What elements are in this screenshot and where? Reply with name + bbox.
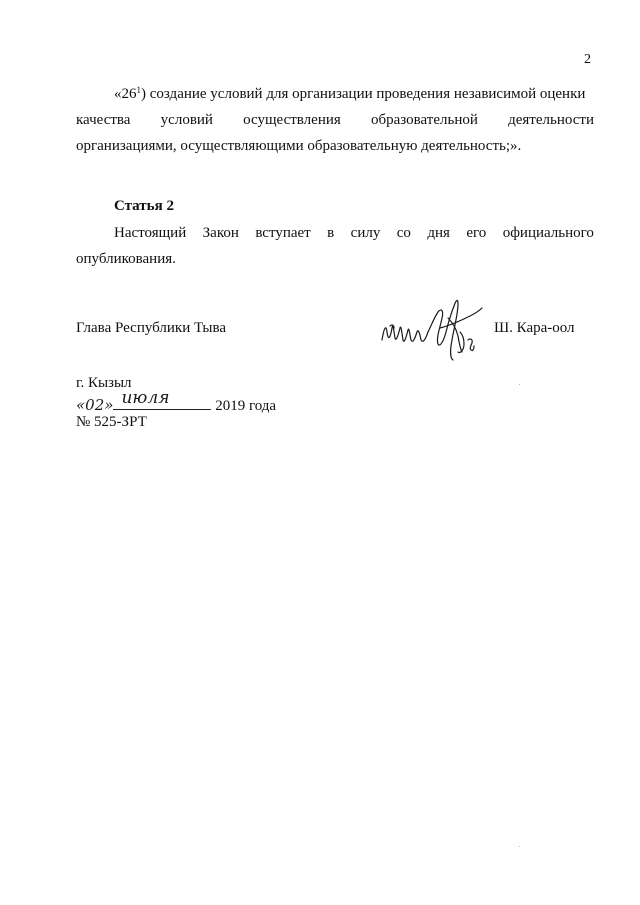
article-word: дня bbox=[427, 225, 450, 241]
article-word: силу bbox=[350, 225, 381, 241]
date-line bbox=[76, 388, 277, 415]
article-word: Настоящий bbox=[114, 225, 187, 241]
article-word: вступает bbox=[255, 225, 311, 241]
item-26-superscript: 1 bbox=[136, 85, 141, 95]
item-26-word: условий bbox=[160, 112, 213, 128]
article-heading: Статья 2 bbox=[114, 198, 174, 214]
item-26-line-1 bbox=[76, 86, 632, 103]
scan-speck bbox=[519, 846, 520, 847]
item-26-open: «26 bbox=[114, 86, 137, 102]
item-26-rest: ) создание условий для организации проведения независимой оценки bbox=[141, 86, 586, 102]
date-month: июля bbox=[121, 388, 170, 408]
article-word: официального bbox=[502, 225, 594, 241]
scan-speck bbox=[519, 384, 520, 385]
city: г. Кызыл bbox=[76, 375, 132, 391]
law-number: № 525-ЗРТ bbox=[76, 414, 147, 430]
handwritten-signature bbox=[378, 288, 490, 368]
date-month-field bbox=[115, 388, 211, 410]
article-word: со bbox=[396, 225, 411, 241]
article-word: в bbox=[327, 225, 335, 241]
item-26-word: осуществления bbox=[243, 112, 341, 128]
page-number: 2 bbox=[584, 52, 591, 67]
article-word: его bbox=[466, 225, 487, 241]
item-26-word: качества bbox=[76, 112, 131, 128]
date-year: 2019 года bbox=[215, 398, 277, 414]
article-line-2: опубликования. bbox=[76, 251, 176, 267]
item-26-line-2 bbox=[76, 112, 594, 129]
item-26-word: деятельности bbox=[508, 112, 594, 128]
item-26-line-3: организациями, осуществляющими образовательную деятельность;». bbox=[76, 138, 522, 154]
article-word: Закон bbox=[202, 225, 239, 241]
item-26-word: образовательной bbox=[371, 112, 478, 128]
signatory-name: Ш. Кара-оол bbox=[494, 320, 575, 336]
article-line-1 bbox=[76, 225, 594, 242]
signatory-position: Глава Республики Тыва bbox=[76, 320, 227, 336]
date-day: «02» bbox=[76, 396, 114, 414]
